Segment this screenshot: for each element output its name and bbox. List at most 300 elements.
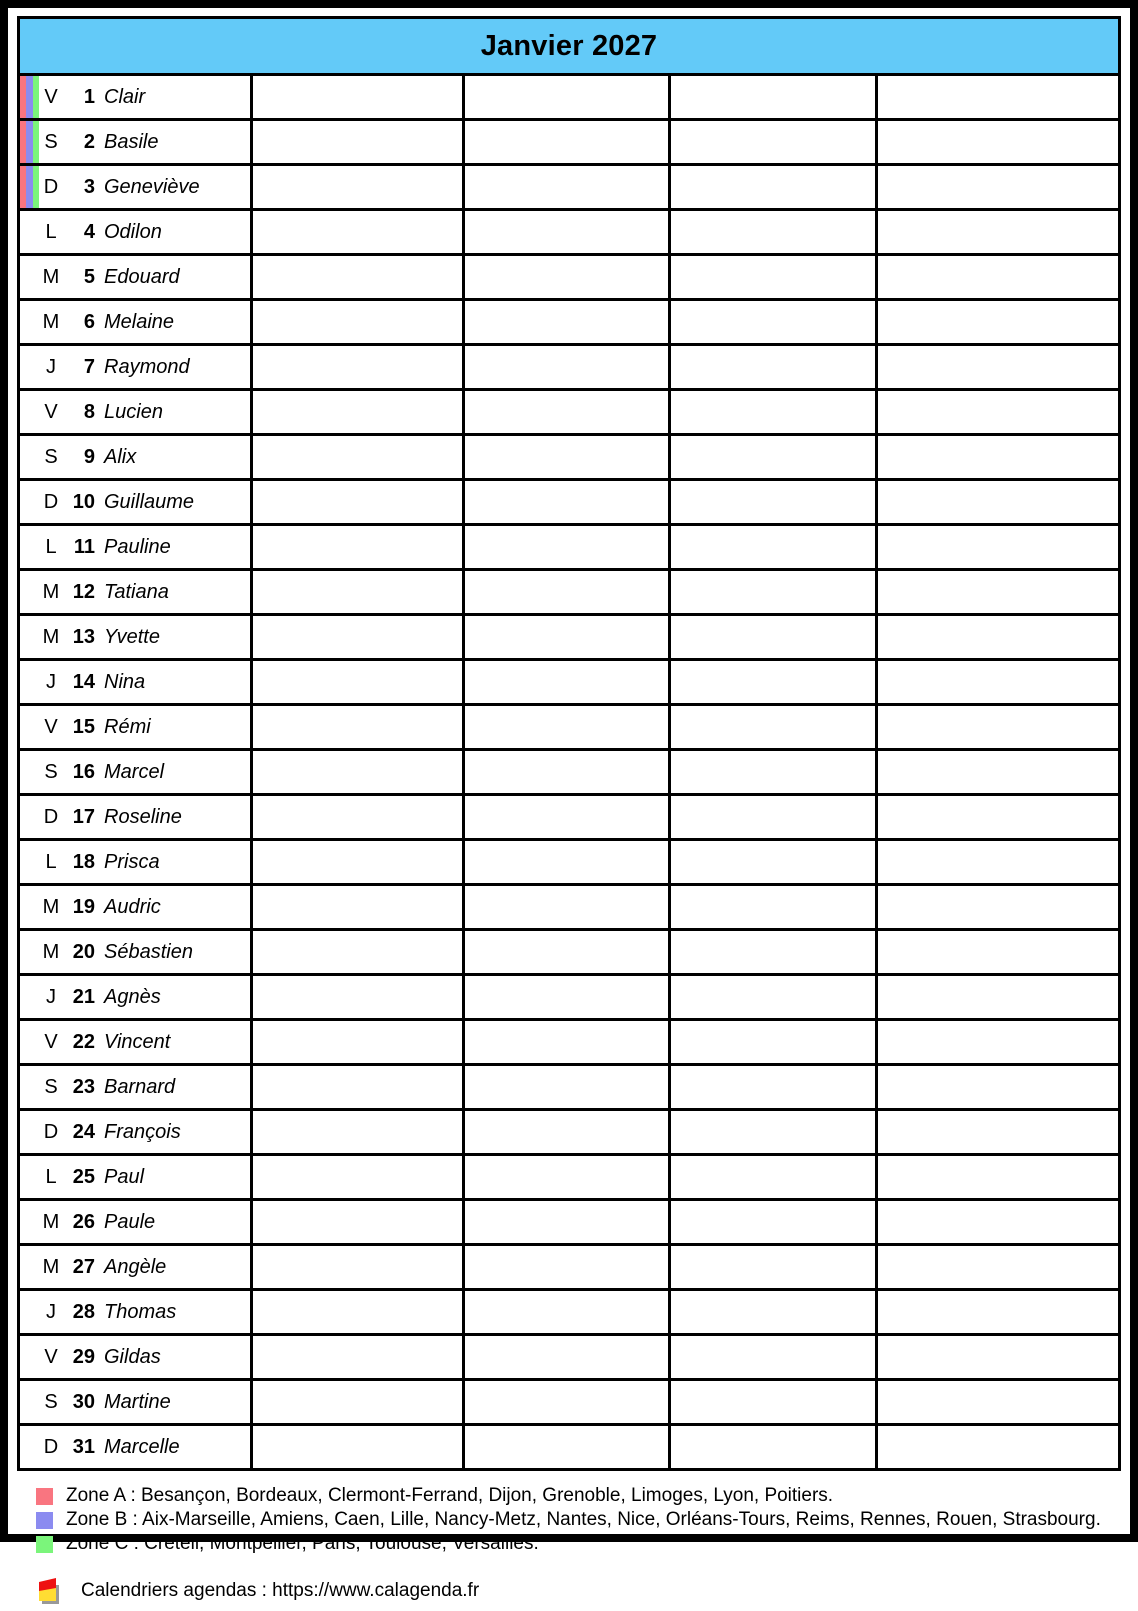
note-cell[interactable] bbox=[464, 1110, 670, 1155]
note-cell[interactable] bbox=[877, 840, 1120, 885]
note-cell[interactable] bbox=[464, 750, 670, 795]
day-inner bbox=[20, 1156, 250, 1198]
note-cell[interactable] bbox=[464, 165, 670, 210]
day-number: 21 bbox=[72, 986, 95, 1008]
day-of-week-letter: V bbox=[44, 1346, 58, 1368]
day-of-week-letter: V bbox=[44, 1031, 58, 1053]
note-cell[interactable] bbox=[251, 165, 464, 210]
note-cell[interactable] bbox=[669, 165, 877, 210]
day-number: 30 bbox=[72, 1391, 95, 1413]
day-row bbox=[19, 480, 1120, 525]
day-inner bbox=[20, 166, 250, 208]
day-cell bbox=[19, 795, 252, 840]
saint-name: Prisca bbox=[104, 851, 160, 873]
day-cell bbox=[19, 705, 252, 750]
zone-stripe-group bbox=[20, 1111, 39, 1153]
note-cell[interactable] bbox=[877, 165, 1120, 210]
day-of-week-letter: S bbox=[44, 446, 58, 468]
saint-name: François bbox=[104, 1121, 181, 1143]
note-cell[interactable] bbox=[251, 705, 464, 750]
day-of-week-letter: V bbox=[44, 716, 58, 738]
saint-name: Basile bbox=[104, 131, 159, 153]
day-number: 19 bbox=[72, 896, 95, 918]
zone-stripe-group bbox=[20, 616, 39, 658]
day-row bbox=[19, 300, 1120, 345]
note-cell[interactable] bbox=[251, 525, 464, 570]
note-cell[interactable] bbox=[464, 255, 670, 300]
day-cell bbox=[19, 1425, 252, 1470]
day-of-week-letter: D bbox=[43, 1121, 59, 1143]
note-cell[interactable] bbox=[669, 1380, 877, 1425]
zone-stripe-group bbox=[20, 1336, 39, 1378]
day-inner bbox=[20, 1021, 250, 1063]
note-cell[interactable] bbox=[669, 1290, 877, 1335]
day-inner bbox=[20, 346, 250, 388]
note-cell[interactable] bbox=[877, 705, 1120, 750]
brand-link-text[interactable]: Calendriers agendas : https://www.calagenda.fr bbox=[81, 1580, 480, 1601]
note-cell[interactable] bbox=[669, 300, 877, 345]
day-row bbox=[19, 1065, 1120, 1110]
note-cell[interactable] bbox=[877, 615, 1120, 660]
note-cell[interactable] bbox=[464, 390, 670, 435]
month-title: Janvier 2027 bbox=[19, 18, 1120, 75]
day-inner bbox=[20, 1291, 250, 1333]
day-number: 6 bbox=[83, 311, 95, 333]
saint-name: Guillaume bbox=[104, 491, 195, 513]
note-cell[interactable] bbox=[251, 480, 464, 525]
day-of-week-letter: L bbox=[45, 221, 57, 243]
note-cell[interactable] bbox=[877, 1380, 1120, 1425]
saint-name: Martine bbox=[104, 1391, 171, 1413]
note-cell[interactable] bbox=[464, 1065, 670, 1110]
note-cell[interactable] bbox=[464, 1200, 670, 1245]
note-cell[interactable] bbox=[251, 1200, 464, 1245]
saint-name: Audric bbox=[104, 896, 161, 918]
day-number: 18 bbox=[72, 851, 95, 873]
note-cell[interactable] bbox=[877, 300, 1120, 345]
note-cell[interactable] bbox=[877, 480, 1120, 525]
calagenda-logo-icon bbox=[36, 1576, 64, 1606]
day-of-week-letter: M bbox=[42, 1256, 60, 1278]
zone-legend-text: Zone C : Créteil, Montpellier, Paris, Toulouse, Versailles. bbox=[66, 1533, 539, 1554]
day-row bbox=[19, 120, 1120, 165]
day-row bbox=[19, 1380, 1120, 1425]
note-cell[interactable] bbox=[877, 1290, 1120, 1335]
note-cell[interactable] bbox=[251, 750, 464, 795]
day-inner bbox=[20, 256, 250, 298]
day-number: 2 bbox=[83, 131, 95, 153]
note-cell[interactable] bbox=[251, 840, 464, 885]
note-cell[interactable] bbox=[464, 210, 670, 255]
day-row bbox=[19, 1245, 1120, 1290]
zone-stripe-group bbox=[20, 886, 39, 928]
day-cell bbox=[19, 660, 252, 705]
note-cell[interactable] bbox=[877, 1065, 1120, 1110]
note-cell[interactable] bbox=[669, 885, 877, 930]
note-cell[interactable] bbox=[669, 975, 877, 1020]
day-number: 15 bbox=[72, 716, 95, 738]
note-cell[interactable] bbox=[464, 1425, 670, 1470]
day-of-week-letter: S bbox=[44, 1076, 58, 1098]
note-cell[interactable] bbox=[464, 1155, 670, 1200]
day-inner bbox=[20, 841, 250, 883]
note-cell[interactable] bbox=[464, 525, 670, 570]
day-row bbox=[19, 435, 1120, 480]
note-cell[interactable] bbox=[464, 300, 670, 345]
note-cell[interactable] bbox=[464, 930, 670, 975]
note-cell[interactable] bbox=[464, 885, 670, 930]
note-cell[interactable] bbox=[464, 615, 670, 660]
zone-stripe-group bbox=[20, 751, 39, 793]
note-cell[interactable] bbox=[669, 345, 877, 390]
day-row bbox=[19, 165, 1120, 210]
zone-stripe-group bbox=[20, 661, 39, 703]
note-cell[interactable] bbox=[669, 1335, 877, 1380]
note-cell[interactable] bbox=[251, 300, 464, 345]
note-cell[interactable] bbox=[669, 1155, 877, 1200]
note-cell[interactable] bbox=[464, 435, 670, 480]
zone-legend-swatch bbox=[36, 1536, 53, 1553]
note-cell[interactable] bbox=[669, 750, 877, 795]
day-row bbox=[19, 1200, 1120, 1245]
zone-stripe-group bbox=[20, 931, 39, 973]
day-number: 25 bbox=[72, 1166, 95, 1188]
day-of-week-letter: L bbox=[45, 851, 57, 873]
note-cell[interactable] bbox=[251, 75, 464, 120]
day-inner bbox=[20, 1066, 250, 1108]
note-cell[interactable] bbox=[251, 1155, 464, 1200]
day-inner bbox=[20, 886, 250, 928]
zone-stripe-group bbox=[20, 841, 39, 883]
note-cell[interactable] bbox=[669, 795, 877, 840]
day-of-week-letter: M bbox=[42, 941, 60, 963]
note-cell[interactable] bbox=[464, 1245, 670, 1290]
note-cell[interactable] bbox=[251, 795, 464, 840]
saint-name: Paul bbox=[104, 1166, 145, 1188]
day-number: 29 bbox=[72, 1346, 95, 1368]
note-cell[interactable] bbox=[251, 255, 464, 300]
saint-name: Raymond bbox=[104, 356, 190, 378]
day-cell bbox=[19, 1200, 252, 1245]
saint-name: Yvette bbox=[104, 626, 160, 648]
note-cell[interactable] bbox=[251, 930, 464, 975]
zone-legend-text: Zone B : Aix-Marseille, Amiens, Caen, Lille, Nancy-Metz, Nantes, Nice, Orléans-Tours, Reims, Rennes, Rouen, Strasbourg. bbox=[66, 1509, 1101, 1530]
day-of-week-letter: L bbox=[45, 1166, 57, 1188]
day-of-week-letter: M bbox=[42, 311, 60, 333]
note-cell[interactable] bbox=[464, 120, 670, 165]
day-row bbox=[19, 1020, 1120, 1065]
day-inner bbox=[20, 1336, 250, 1378]
saint-name: Geneviève bbox=[104, 176, 200, 198]
day-row bbox=[19, 660, 1120, 705]
day-inner bbox=[20, 976, 250, 1018]
note-cell[interactable] bbox=[464, 660, 670, 705]
note-cell[interactable] bbox=[464, 705, 670, 750]
note-cell[interactable] bbox=[669, 1425, 877, 1470]
note-cell[interactable] bbox=[877, 1020, 1120, 1065]
calendar-footer bbox=[17, 1471, 1121, 1606]
day-of-week-letter: L bbox=[45, 536, 57, 558]
note-cell[interactable] bbox=[669, 705, 877, 750]
day-cell bbox=[19, 75, 252, 120]
day-cell bbox=[19, 615, 252, 660]
zone-legend-swatch bbox=[36, 1512, 53, 1529]
note-cell[interactable] bbox=[669, 120, 877, 165]
note-cell[interactable] bbox=[464, 480, 670, 525]
zone-stripe-group bbox=[20, 1021, 39, 1063]
note-cell[interactable] bbox=[669, 1200, 877, 1245]
day-inner bbox=[20, 391, 250, 433]
note-cell[interactable] bbox=[669, 615, 877, 660]
saint-name: Barnard bbox=[104, 1076, 176, 1098]
note-cell[interactable] bbox=[669, 75, 877, 120]
day-of-week-letter: M bbox=[42, 266, 60, 288]
note-cell[interactable] bbox=[669, 210, 877, 255]
note-cell[interactable] bbox=[877, 660, 1120, 705]
day-row bbox=[19, 615, 1120, 660]
note-cell[interactable] bbox=[877, 975, 1120, 1020]
zone-stripe-group bbox=[20, 571, 39, 613]
note-cell[interactable] bbox=[877, 1110, 1120, 1155]
zone-stripe-c bbox=[33, 166, 39, 208]
note-cell[interactable] bbox=[669, 660, 877, 705]
note-cell[interactable] bbox=[251, 570, 464, 615]
note-cell[interactable] bbox=[251, 1110, 464, 1155]
zone-stripe-group bbox=[20, 121, 39, 163]
zone-stripe-group bbox=[20, 1156, 39, 1198]
day-of-week-letter: M bbox=[42, 581, 60, 603]
day-inner bbox=[20, 1201, 250, 1243]
zone-stripe-c bbox=[33, 76, 39, 118]
day-of-week-letter: J bbox=[46, 671, 56, 693]
day-inner bbox=[20, 526, 250, 568]
saint-name: Angèle bbox=[104, 1256, 167, 1278]
note-cell[interactable] bbox=[251, 1425, 464, 1470]
day-cell bbox=[19, 975, 252, 1020]
note-cell[interactable] bbox=[877, 1245, 1120, 1290]
day-of-week-letter: D bbox=[43, 806, 59, 828]
note-cell[interactable] bbox=[251, 1065, 464, 1110]
note-cell[interactable] bbox=[251, 345, 464, 390]
day-inner bbox=[20, 76, 250, 118]
day-row bbox=[19, 390, 1120, 435]
monthly-calendar-table bbox=[17, 16, 1121, 1471]
day-number: 24 bbox=[72, 1121, 95, 1143]
note-cell[interactable] bbox=[251, 435, 464, 480]
note-cell[interactable] bbox=[877, 930, 1120, 975]
note-cell[interactable] bbox=[251, 660, 464, 705]
day-number: 27 bbox=[72, 1256, 95, 1278]
note-cell[interactable] bbox=[877, 345, 1120, 390]
day-of-week-letter: D bbox=[43, 176, 59, 198]
day-number: 5 bbox=[83, 266, 95, 288]
note-cell[interactable] bbox=[669, 525, 877, 570]
saint-name: Melaine bbox=[104, 311, 175, 333]
note-cell[interactable] bbox=[669, 435, 877, 480]
note-cell[interactable] bbox=[251, 1020, 464, 1065]
day-number: 13 bbox=[72, 626, 95, 648]
day-number: 16 bbox=[72, 761, 95, 783]
note-cell[interactable] bbox=[251, 1380, 464, 1425]
day-number: 14 bbox=[72, 671, 95, 693]
day-inner bbox=[20, 1111, 250, 1153]
note-cell[interactable] bbox=[251, 120, 464, 165]
note-cell[interactable] bbox=[464, 1380, 670, 1425]
day-row bbox=[19, 1425, 1120, 1470]
saint-name: Clair bbox=[104, 86, 146, 108]
note-cell[interactable] bbox=[464, 570, 670, 615]
note-cell[interactable] bbox=[251, 390, 464, 435]
note-cell[interactable] bbox=[669, 1065, 877, 1110]
day-cell bbox=[19, 1065, 252, 1110]
day-inner bbox=[20, 1426, 250, 1468]
day-inner bbox=[20, 301, 250, 343]
day-inner bbox=[20, 796, 250, 838]
note-cell[interactable] bbox=[464, 75, 670, 120]
note-cell[interactable] bbox=[877, 750, 1120, 795]
note-cell[interactable] bbox=[251, 1245, 464, 1290]
note-cell[interactable] bbox=[669, 840, 877, 885]
day-inner bbox=[20, 121, 250, 163]
saint-name: Alix bbox=[104, 446, 137, 468]
day-cell bbox=[19, 930, 252, 975]
note-cell[interactable] bbox=[669, 1110, 877, 1155]
zone-legend-text: Zone A : Besançon, Bordeaux, Clermont-Ferrand, Dijon, Grenoble, Limoges, Lyon, Poitiers. bbox=[66, 1485, 834, 1506]
day-cell bbox=[19, 435, 252, 480]
day-row bbox=[19, 750, 1120, 795]
day-number: 1 bbox=[83, 86, 95, 108]
zone-stripe-group bbox=[20, 706, 39, 748]
zone-legend-row bbox=[36, 1508, 1121, 1532]
saint-name: Tatiana bbox=[104, 581, 169, 603]
note-cell[interactable] bbox=[464, 795, 670, 840]
day-number: 31 bbox=[72, 1436, 95, 1458]
note-cell[interactable] bbox=[251, 1290, 464, 1335]
day-row bbox=[19, 1155, 1120, 1200]
note-cell[interactable] bbox=[877, 1200, 1120, 1245]
day-inner bbox=[20, 481, 250, 523]
saint-name: Thomas bbox=[104, 1301, 177, 1323]
day-row bbox=[19, 795, 1120, 840]
zone-stripe-group bbox=[20, 1426, 39, 1468]
note-cell[interactable] bbox=[877, 885, 1120, 930]
note-cell[interactable] bbox=[877, 525, 1120, 570]
note-cell[interactable] bbox=[877, 390, 1120, 435]
day-of-week-letter: J bbox=[46, 356, 56, 378]
day-cell bbox=[19, 885, 252, 930]
note-cell[interactable] bbox=[877, 1335, 1120, 1380]
zone-stripe-group bbox=[20, 1201, 39, 1243]
note-cell[interactable] bbox=[669, 930, 877, 975]
saint-name: Gildas bbox=[104, 1346, 161, 1368]
note-cell[interactable] bbox=[669, 570, 877, 615]
note-cell[interactable] bbox=[877, 120, 1120, 165]
day-row bbox=[19, 570, 1120, 615]
note-cell[interactable] bbox=[251, 615, 464, 660]
note-cell[interactable] bbox=[877, 1425, 1120, 1470]
note-cell[interactable] bbox=[877, 1155, 1120, 1200]
note-cell[interactable] bbox=[251, 885, 464, 930]
day-of-week-letter: M bbox=[42, 1211, 60, 1233]
zone-legend-swatch bbox=[36, 1488, 53, 1505]
day-cell bbox=[19, 1380, 252, 1425]
saint-name: Rémi bbox=[104, 716, 151, 738]
day-of-week-letter: S bbox=[44, 761, 58, 783]
note-cell[interactable] bbox=[877, 795, 1120, 840]
day-of-week-letter: M bbox=[42, 896, 60, 918]
saint-name: Nina bbox=[104, 671, 146, 693]
note-cell[interactable] bbox=[464, 345, 670, 390]
saint-name: Vincent bbox=[104, 1031, 171, 1053]
zone-stripe-group bbox=[20, 211, 39, 253]
zone-stripe-group bbox=[20, 301, 39, 343]
note-cell[interactable] bbox=[464, 1020, 670, 1065]
day-number: 28 bbox=[72, 1301, 95, 1323]
day-number: 26 bbox=[72, 1211, 95, 1233]
note-cell[interactable] bbox=[669, 1245, 877, 1290]
note-cell[interactable] bbox=[669, 255, 877, 300]
note-cell[interactable] bbox=[877, 255, 1120, 300]
note-cell[interactable] bbox=[251, 210, 464, 255]
zone-stripe-c bbox=[33, 121, 39, 163]
day-of-week-letter: S bbox=[44, 1391, 58, 1413]
note-cell[interactable] bbox=[464, 1290, 670, 1335]
day-inner bbox=[20, 751, 250, 793]
note-cell[interactable] bbox=[464, 1335, 670, 1380]
zone-stripe-group bbox=[20, 256, 39, 298]
day-cell bbox=[19, 210, 252, 255]
day-cell bbox=[19, 1290, 252, 1335]
day-inner bbox=[20, 661, 250, 703]
day-row bbox=[19, 1110, 1120, 1155]
day-cell bbox=[19, 345, 252, 390]
brand-footer bbox=[36, 1576, 1121, 1606]
note-cell[interactable] bbox=[877, 210, 1120, 255]
day-inner bbox=[20, 616, 250, 658]
zone-stripe-group bbox=[20, 76, 39, 118]
note-cell[interactable] bbox=[877, 75, 1120, 120]
day-number: 9 bbox=[83, 446, 95, 468]
note-cell[interactable] bbox=[877, 435, 1120, 480]
zone-stripe-group bbox=[20, 976, 39, 1018]
note-cell[interactable] bbox=[464, 840, 670, 885]
day-number: 11 bbox=[73, 536, 95, 558]
note-cell[interactable] bbox=[251, 975, 464, 1020]
saint-name: Paule bbox=[104, 1211, 156, 1233]
zone-stripe-group bbox=[20, 346, 39, 388]
note-cell[interactable] bbox=[669, 390, 877, 435]
day-row bbox=[19, 705, 1120, 750]
note-cell[interactable] bbox=[251, 1335, 464, 1380]
day-row bbox=[19, 75, 1120, 120]
note-cell[interactable] bbox=[464, 975, 670, 1020]
day-cell bbox=[19, 120, 252, 165]
day-of-week-letter: V bbox=[44, 86, 58, 108]
day-number: 3 bbox=[83, 176, 95, 198]
zone-legend bbox=[36, 1484, 1121, 1556]
day-number: 17 bbox=[72, 806, 95, 828]
day-row bbox=[19, 1290, 1120, 1335]
note-cell[interactable] bbox=[669, 1020, 877, 1065]
day-of-week-letter: S bbox=[44, 131, 58, 153]
day-row bbox=[19, 840, 1120, 885]
zone-legend-row bbox=[36, 1484, 1121, 1508]
saint-name: Sébastien bbox=[104, 941, 193, 963]
note-cell[interactable] bbox=[877, 570, 1120, 615]
note-cell[interactable] bbox=[669, 480, 877, 525]
day-of-week-letter: D bbox=[43, 491, 59, 513]
zone-stripe-group bbox=[20, 166, 39, 208]
